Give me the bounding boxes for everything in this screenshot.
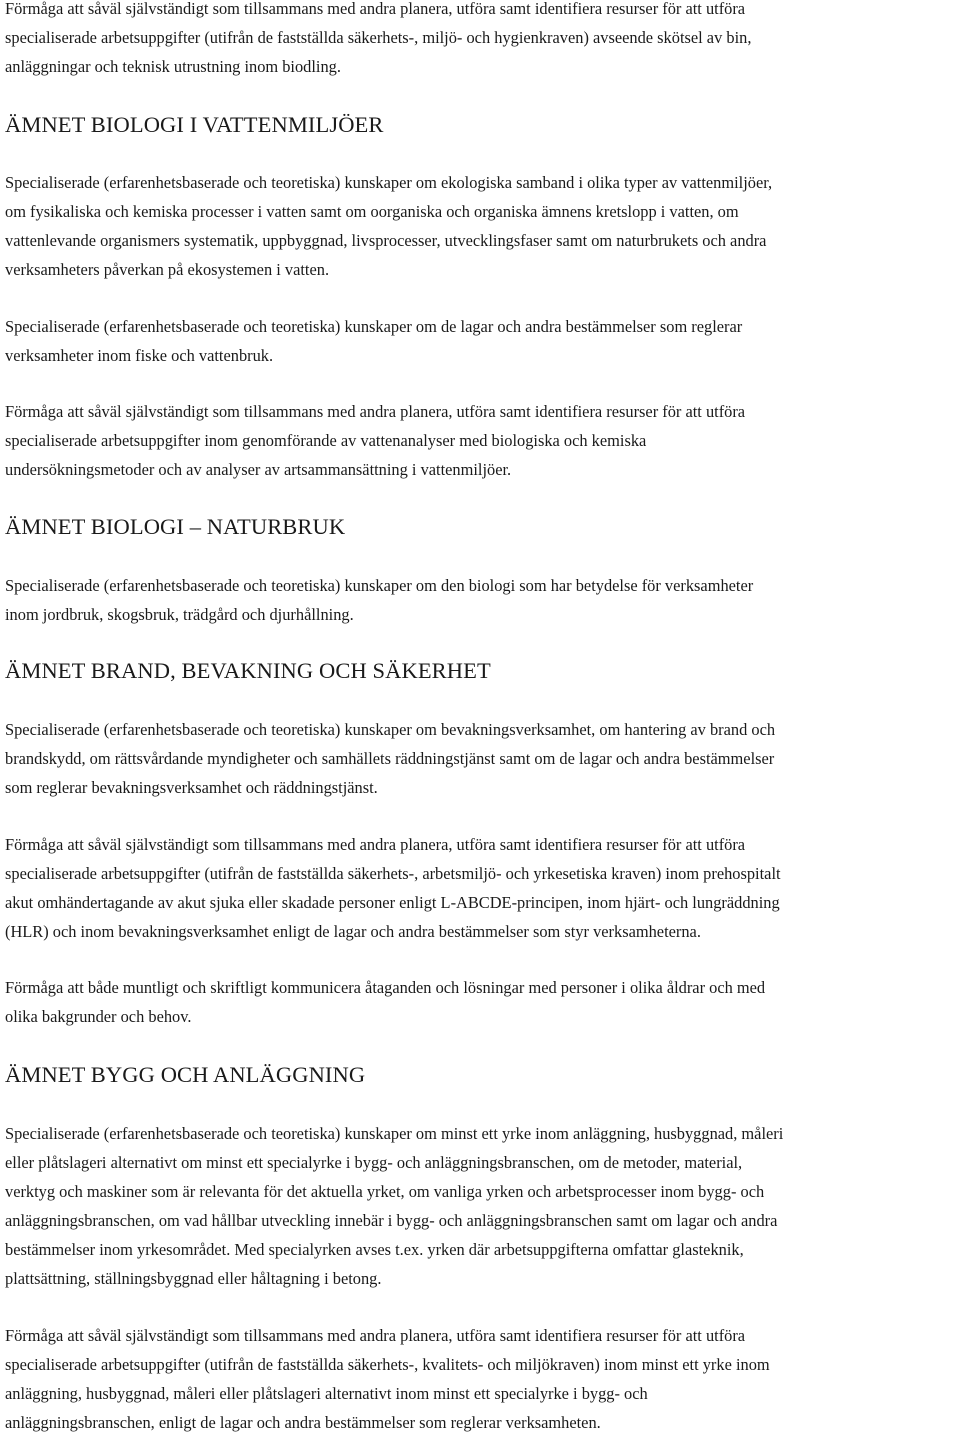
paragraph-water-ecology-knowledge <box>5 169 955 285</box>
paragraph-prehospital-ability <box>5 831 955 947</box>
text-line: verksamheters påverkan på ekosystemen i vatten. <box>5 259 330 279</box>
paragraph-construction-ability <box>5 1322 955 1438</box>
text-line: eller plåtslageri alternativt om minst ett specialyrke i bygg- och anläggningsbranschen, om de metoder, material, <box>5 1152 743 1172</box>
text-line: Förmåga att såväl självständigt som tillsammans med andra planera, utföra samt identifiera resurser för att utföra <box>5 402 746 421</box>
paragraph-fishery-regulations <box>5 313 955 371</box>
text-line: Förmåga att såväl självständigt som tillsammans med andra planera, utföra samt identifiera resurser för att utföra <box>5 835 746 854</box>
paragraph-water-analysis-ability <box>5 398 955 485</box>
text-line: specialiserade arbetsuppgifter (utifrån de fastställda säkerhets-, kvalitets- och miljökraven) inom minst ett yrke inom <box>5 1354 770 1374</box>
text-line: anläggningsbranschen, om vad hållbar utveckling innebär i bygg- och anläggningsbranschen samt om lagar och andra <box>5 1210 778 1230</box>
paragraph-communication-ability <box>5 974 955 1032</box>
text-line: Förmåga att såväl självständigt som tillsammans med andra planera, utföra samt identifiera resurser för att utföra <box>5 0 746 18</box>
text-line: Specialiserade (erfarenhetsbaserade och teoretiska) kunskaper om ekologiska samband i olika typer av vattenmiljöer, <box>5 173 773 192</box>
text-line: akut omhändertagande av akut sjuka eller skadade personer enligt L-ABCDE-principen, inom hjärt- och lungräddning <box>5 892 780 912</box>
section-heading-bygg-anlaggning: ÄMNET BYGG OCH ANLÄGGNING <box>5 1062 366 1087</box>
section-heading-biologi-vattenmiljoer: ÄMNET BIOLOGI I VATTENMILJÖER <box>5 112 384 137</box>
paragraph-beekeeping-ability <box>5 0 955 82</box>
text-line: vattenlevande organismers systematik, uppbyggnad, livsprocesser, utvecklingsfaser samt om naturbrukets och andra <box>5 230 767 250</box>
text-line: Specialiserade (erfarenhetsbaserade och teoretiska) kunskaper om den biologi som har betydelse för verksamheter <box>5 576 754 595</box>
section-heading-biologi-naturbruk: ÄMNET BIOLOGI – NATURBRUK <box>5 514 346 539</box>
text-line: brandskydd, om rättsvårdande myndigheter och samhällets räddningstjänst samt om de lagar och andra bestämmelser <box>5 748 775 768</box>
text-line: verksamheter inom fiske och vattenbruk. <box>5 345 274 365</box>
text-line: specialiserade arbetsuppgifter inom genomförande av vattenanalyser med biologiska och kemiska <box>5 430 647 450</box>
text-line: verktyg och maskiner som är relevanta för det aktuella yrket, om vanliga yrken och arbetsprocesser inom bygg- och <box>5 1181 765 1201</box>
text-line: Specialiserade (erfarenhetsbaserade och teoretiska) kunskaper om de lagar och andra bestämmelser som reglerar <box>5 317 743 336</box>
text-line: som reglerar bevakningsverksamhet och räddningstjänst. <box>5 777 378 797</box>
text-line: Förmåga att både muntligt och skriftligt kommunicera åtaganden och lösningar med personer i olika åldrar och med <box>5 978 766 997</box>
text-line: plattsättning, ställningsbyggnad eller håltagning i betong. <box>5 1268 382 1288</box>
text-line: specialiserade arbetsuppgifter (utifrån de fastställda säkerhets-, arbetsmiljö- och yrkesetiska kraven) inom prehospitalt <box>5 863 781 883</box>
text-line: Specialiserade (erfarenhetsbaserade och teoretiska) kunskaper om bevakningsverksamhet, om hantering av brand och <box>5 720 776 739</box>
text-line: om fysikaliska och kemiska processer i vatten samt om oorganiska och organiska ämnens kretslopp i vatten, om <box>5 201 739 221</box>
text-line: undersökningsmetoder och av analyser av artsammansättning i vattenmiljöer. <box>5 459 512 479</box>
text-line: specialiserade arbetsuppgifter (utifrån de fastställda säkerhets-, miljö- och hygienkraven) avseende skötsel av bin, <box>5 27 752 47</box>
text-line: Förmåga att såväl självständigt som tillsammans med andra planera, utföra samt identifiera resurser för att utföra <box>5 1326 746 1345</box>
text-line: inom jordbruk, skogsbruk, trädgård och djurhållning. <box>5 604 354 624</box>
paragraph-construction-knowledge <box>5 1120 955 1293</box>
text-line: olika bakgrunder och behov. <box>5 1006 192 1026</box>
paragraph-security-knowledge <box>5 716 955 803</box>
text-line: anläggning, husbyggnad, måleri eller plåtslageri alternativt inom minst ett specialyrke i bygg- och <box>5 1383 648 1403</box>
paragraph-agriculture-biology <box>5 572 955 630</box>
text-line: Specialiserade (erfarenhetsbaserade och teoretiska) kunskaper om minst ett yrke inom anläggning, husbyggnad, måleri <box>5 1124 784 1143</box>
text-line: bestämmelser inom yrkesområdet. Med specialyrken avses t.ex. yrken där arbetsuppgifterna omfattar glasteknik, <box>5 1239 744 1259</box>
text-line: anläggningar och teknisk utrustning inom biodling. <box>5 56 341 76</box>
section-heading-brand-bevakning: ÄMNET BRAND, BEVAKNING OCH SÄKERHET <box>5 658 491 683</box>
text-line: anläggningsbranschen, enligt de lagar och andra bestämmelser som reglerar verksamheten. <box>5 1412 601 1432</box>
text-line: (HLR) och inom bevakningsverksamhet enligt de lagar och andra bestämmelser som styr verksamheterna. <box>5 921 701 941</box>
